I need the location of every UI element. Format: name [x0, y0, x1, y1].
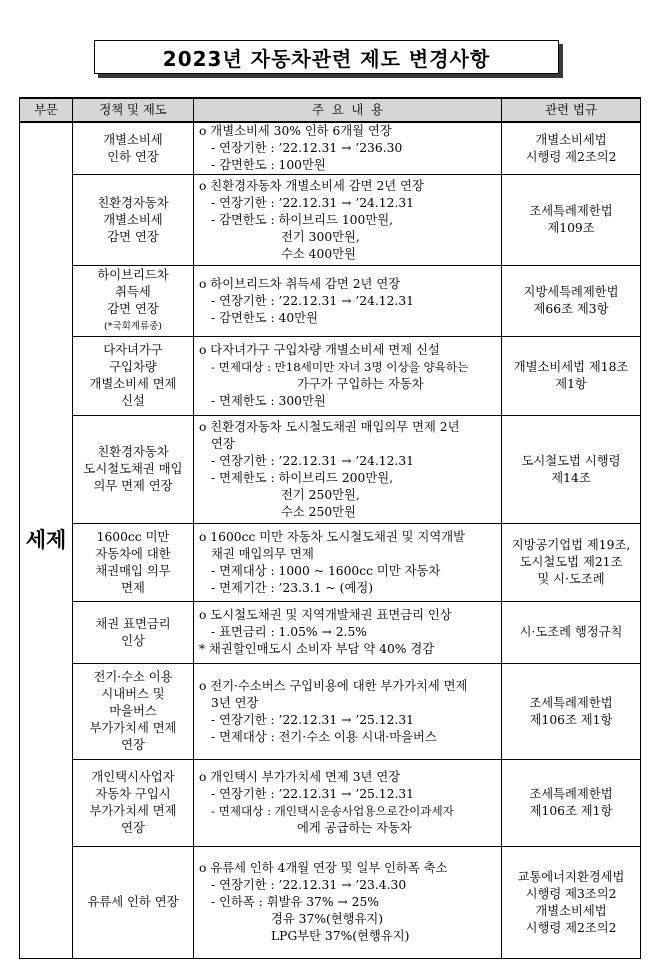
content-line: - 연장기한 : ’22.12.31 → ’25.12.31 [211, 787, 414, 801]
content-line: 전기 300만원, [281, 229, 360, 244]
law-line: 개별소비세법 [535, 903, 607, 918]
policy-cell [73, 266, 194, 337]
content-line: LPG부탄 37%(현행유지) [271, 929, 410, 943]
law-line: 및 시·도조례 [537, 572, 605, 586]
content-cell [194, 847, 502, 959]
law-line: 교통에너지환경세법 [517, 869, 625, 884]
table-row [20, 847, 641, 959]
policy-line: 연장 [121, 738, 145, 752]
category-cell: 세제 [20, 122, 73, 959]
content-line: o 친환경자동차 도시철도채권 매입의무 면제 2년 [199, 419, 460, 434]
content-cell [194, 760, 502, 847]
content-line: - 면제대상 : 만18세미만 자녀 3명 이상을 양육하는 [211, 360, 469, 374]
policy-line: 개별소비세 [103, 132, 163, 147]
policy-cell [73, 760, 194, 847]
content-line: 전기 250만원, [281, 487, 360, 502]
policy-line: 1600cc 미만 [96, 529, 170, 544]
content-line: o 전기·수소버스 구입비용에 대한 부가가치세 면제 [199, 678, 468, 693]
policy-line: 취득세 [115, 285, 151, 299]
content-cell [194, 175, 502, 266]
law-line: 제14조 [551, 470, 591, 485]
policy-line: 연장 [121, 821, 145, 835]
table-row [20, 664, 641, 760]
header-policy: 정책 및 제도 [73, 98, 194, 122]
policy-cell [73, 524, 194, 602]
policy-line: 다자녀가구 [103, 343, 163, 357]
content-line: o 개인택시 부가가치세 면제 3년 연장 [199, 770, 401, 784]
table-row [20, 760, 641, 847]
policy-line: 시내버스 및 [101, 687, 165, 701]
policy-line: 마을버스 [109, 704, 157, 718]
law-cell [502, 416, 641, 524]
policy-line: 친환경자동차 [97, 445, 169, 459]
content-line: 경유 37%(현행유지) [271, 912, 384, 926]
policy-line: 채권매입 의무 [95, 563, 171, 578]
law-line: 시·도조례 행정규칙 [519, 625, 623, 639]
content-line: * 채권할인매도시 소비자 부담 약 40% 경감 [199, 642, 435, 656]
content-line: o 도시철도채권 및 지역개발채권 표면금리 인상 [199, 608, 452, 622]
content-line: - 감면한도 : 100만원 [211, 158, 326, 172]
law-line: 시행령 제2조의2 [525, 920, 617, 935]
table-row [20, 122, 641, 175]
law-line: 제1항 [555, 377, 587, 391]
policy-note: (*국회계류중) [103, 321, 163, 332]
content-line: - 인하폭 : 휘발유 37% → 25% [211, 895, 379, 909]
policy-line: 자동차 구입시 [95, 787, 171, 801]
content-cell [194, 602, 502, 664]
content-line: - 면제한도 : 하이브리드 200만원, [211, 470, 393, 485]
table-row [20, 602, 641, 664]
content-line: o 하이브리드차 취득세 감면 2년 연장 [199, 276, 401, 291]
page-title: 2023년 자동차관련 제도 변경사항 [162, 46, 491, 71]
policy-line: 도시철도채권 매입 [83, 462, 183, 476]
law-line: 시행령 제2조의2 [525, 149, 617, 164]
policy-line: 의무 면제 연장 [93, 479, 173, 493]
content-line: o 유류세 인하 4개월 연장 및 일부 인하폭 축소 [199, 861, 448, 875]
policy-cell [73, 602, 194, 664]
law-cell [502, 847, 641, 959]
title-box [94, 40, 559, 74]
law-line: 지방세특례제한법 [523, 285, 619, 299]
law-cell [502, 664, 641, 760]
policy-cell [73, 337, 194, 416]
content-line: - 감면한도 : 하이브리드 100만원, [211, 212, 393, 227]
policy-line: 자동차에 대한 [95, 546, 171, 561]
policy-line: 구입차량 [109, 360, 157, 374]
table-row [20, 175, 641, 266]
law-line: 도시철도법 시행령 [521, 453, 621, 468]
content-line: - 연장기한 : ’22.12.31 → ’25.12.31 [211, 712, 414, 727]
policy-line: 신설 [121, 394, 145, 408]
law-cell [502, 760, 641, 847]
policy-line: 감면 연장 [107, 302, 159, 316]
content-line: - 표면금리 : 1.05% → 2.5% [211, 625, 367, 639]
content-line: - 연장기한 : ’22.12.31 → ’236.30 [211, 141, 403, 155]
content-line: - 연장기한 : ’22.12.31 → ’24.12.31 [211, 195, 414, 210]
policy-line: 인상 [121, 633, 145, 648]
content-line: - 면제대상 : 개인택시운송사업용으로간이과세자 [211, 804, 454, 818]
content-line: 가구가 구입하는 자동차 [297, 377, 424, 391]
policy-line: 인하 연장 [107, 149, 159, 164]
content-line: 채권 매입의무 면제 [211, 546, 314, 561]
policy-line: 개인택시사업자 [91, 770, 175, 784]
law-cell [502, 266, 641, 337]
law-cell [502, 122, 641, 175]
content-line: o 1600cc 미만 자동차 도시철도채권 및 지역개발 [199, 529, 465, 544]
header-category: 부문 [20, 98, 73, 122]
law-line: 조세특례제한법 [529, 787, 613, 801]
policy-line: 부가가치세 면제 [89, 804, 177, 818]
content-line: o 친환경자동차 개별소비세 감면 2년 연장 [199, 178, 424, 193]
law-cell [502, 602, 641, 664]
law-line: 제106조 제1항 [529, 712, 613, 727]
policy-line: 하이브리드차 [97, 268, 169, 282]
law-line: 개별소비세법 [535, 132, 607, 147]
policy-line: 전기·수소 이용 [93, 670, 173, 684]
content-line: 수소 250만원 [281, 504, 356, 519]
policy-line: 개별소비세 면제 [89, 377, 177, 391]
content-line: - 연장기한 : ’22.12.31 → ’23.4.30 [211, 878, 407, 892]
policy-table [19, 97, 641, 959]
content-line: - 연장기한 : ’22.12.31 → ’24.12.31 [211, 293, 414, 308]
content-cell [194, 524, 502, 602]
policy-cell [73, 416, 194, 524]
law-cell [502, 524, 641, 602]
table-row [20, 416, 641, 524]
content-cell [194, 266, 502, 337]
header-content: 주 요 내 용 [194, 98, 502, 122]
policy-line: 채권 표면금리 [95, 616, 171, 631]
content-line: - 면제대상 : 전기·수소 이용 시내·마을버스 [211, 729, 437, 744]
law-line: 제66조 제3항 [533, 302, 609, 316]
law-line: 제109조 [547, 221, 595, 235]
content-line: 연장 [211, 436, 235, 451]
law-cell [502, 337, 641, 416]
content-cell [194, 416, 502, 524]
policy-cell [73, 175, 194, 266]
table-row [20, 266, 641, 337]
law-line: 조세특례제한법 [529, 204, 613, 218]
content-line: - 면제한도 : 300만원 [211, 394, 326, 408]
policy-line: 부가가치세 면제 [89, 721, 177, 735]
header-law: 관련 법규 [502, 98, 641, 122]
law-line: 조세특례제한법 [529, 695, 613, 710]
content-line: - 연장기한 : ’22.12.31 → ’24.12.31 [211, 453, 414, 468]
content-line: - 면제기간 : ’23.3.1 ~ (예정) [211, 580, 374, 595]
law-line: 도시철도법 제21조 [519, 555, 623, 569]
law-cell [502, 175, 641, 266]
law-line: 시행령 제3조의2 [525, 886, 617, 901]
policy-line: 유류세 인하 연장 [87, 895, 179, 909]
content-line: 에게 공급하는 자동차 [297, 821, 412, 835]
policy-line: 친환경자동차 [97, 195, 169, 210]
table-row [20, 337, 641, 416]
policy-cell [73, 664, 194, 760]
content-cell [194, 664, 502, 760]
content-line: 3년 연장 [211, 695, 259, 710]
law-line: 제106조 제1항 [529, 804, 613, 818]
content-line: o 다자녀가구 구입차량 개별소비세 면제 신설 [199, 343, 440, 357]
law-line: 지방공기업법 제19조, [511, 538, 631, 552]
policy-cell [73, 847, 194, 959]
law-line: 개별소비세법 제18조 [513, 360, 629, 374]
table-header-row [20, 98, 641, 122]
content-cell [194, 122, 502, 175]
content-line: 수소 400만원 [281, 246, 356, 261]
policy-line: 감면 연장 [107, 229, 159, 244]
content-line: - 감면한도 : 40만원 [211, 310, 318, 325]
content-cell [194, 337, 502, 416]
content-line: - 면제대상 : 1000 ~ 1600cc 미만 자동차 [211, 563, 441, 578]
policy-line: 개별소비세 [103, 212, 163, 227]
policy-line: 면제 [121, 580, 145, 595]
policy-cell [73, 122, 194, 175]
table-row [20, 524, 641, 602]
content-line: o 개별소비세 30% 인하 6개월 연장 [199, 124, 392, 138]
